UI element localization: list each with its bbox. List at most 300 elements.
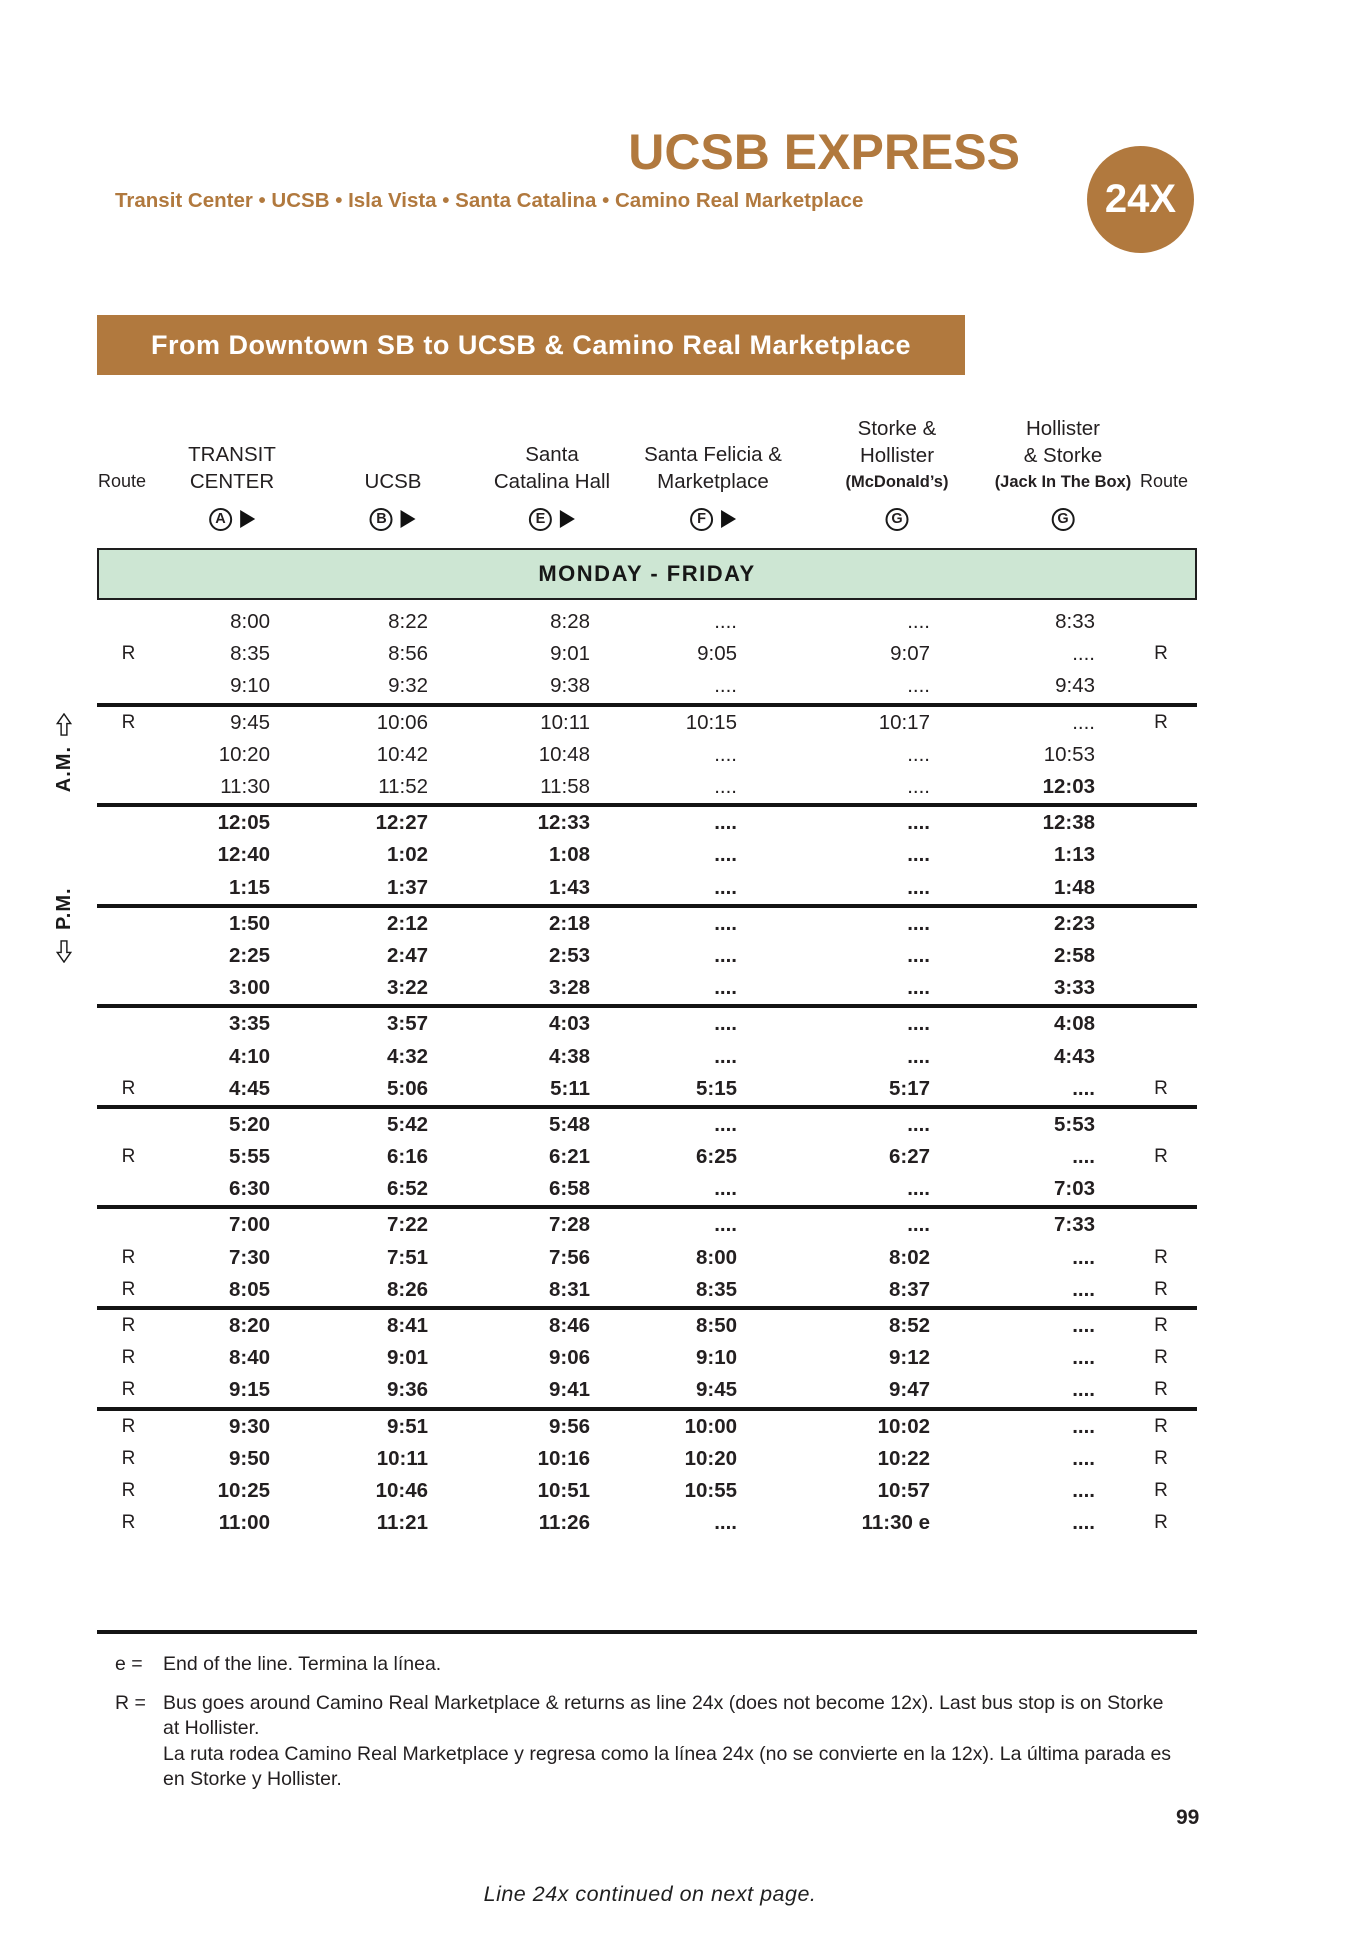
time-cell: 10:53 xyxy=(1043,742,1095,766)
time-cell: .... xyxy=(1072,1511,1095,1535)
time-cell: .... xyxy=(907,843,930,867)
time-cell: 12:05 xyxy=(217,811,270,835)
direction-arrow-icon xyxy=(401,510,416,528)
table-row xyxy=(97,1411,1197,1443)
time-cell: .... xyxy=(714,674,737,698)
time-cell: 10:51 xyxy=(537,1478,590,1502)
time-cell: 9:38 xyxy=(550,674,590,698)
time-cell: 12:27 xyxy=(375,811,428,835)
time-cell: 9:10 xyxy=(695,1346,737,1370)
time-cell: 9:50 xyxy=(228,1446,270,1470)
stop-column-header xyxy=(494,441,610,542)
route-flag-cell: R xyxy=(1154,643,1168,665)
time-cell: .... xyxy=(907,943,930,967)
time-cell: 9:15 xyxy=(228,1378,270,1402)
time-cell: 2:25 xyxy=(228,943,270,967)
time-cell: 9:30 xyxy=(228,1414,270,1438)
time-cell: 1:08 xyxy=(548,843,590,867)
stop-header-label: Santa Felicia & xyxy=(644,443,782,466)
time-cell: .... xyxy=(1072,1145,1095,1169)
pm-part xyxy=(53,887,76,963)
route-flag-cell: R xyxy=(121,1447,136,1469)
stop-header-label: & Storke xyxy=(1023,444,1103,467)
time-cell: .... xyxy=(714,610,737,634)
time-cell: 7:51 xyxy=(386,1245,428,1269)
time-cell: 6:21 xyxy=(548,1145,590,1169)
table-row xyxy=(97,1109,1197,1141)
time-cell: 5:11 xyxy=(550,1076,590,1100)
time-cell: 8:35 xyxy=(695,1277,737,1301)
time-cell: 4:08 xyxy=(1053,1012,1095,1036)
footnote xyxy=(115,1691,1205,1793)
time-cell: 11:30 xyxy=(220,775,270,799)
time-cell: 10:20 xyxy=(684,1446,737,1470)
time-cell: 2:18 xyxy=(548,911,590,935)
route-flag-cell: R xyxy=(1154,1512,1168,1534)
time-cell: 3:33 xyxy=(1053,976,1095,1000)
footnote-line: at Hollister. xyxy=(163,1717,260,1739)
table-row xyxy=(97,1242,1197,1274)
time-cell: .... xyxy=(714,811,737,835)
time-cell: .... xyxy=(714,911,737,935)
time-cell: 9:41 xyxy=(548,1378,590,1402)
stop-letter-row xyxy=(885,506,908,532)
table-row xyxy=(97,972,1197,1004)
route-flag-cell: R xyxy=(121,1315,136,1337)
pm-label: P.M. xyxy=(52,887,75,930)
time-cell: .... xyxy=(907,976,930,1000)
continued-note: Line 24x continued on next page. xyxy=(483,1882,817,1906)
time-cell: .... xyxy=(1072,1446,1095,1470)
time-cell: .... xyxy=(714,1112,737,1136)
time-cell: 9:45 xyxy=(230,710,270,734)
table-row xyxy=(97,940,1197,972)
time-cell: 6:25 xyxy=(695,1145,737,1169)
time-cell: 6:30 xyxy=(228,1177,270,1201)
stop-column-header xyxy=(365,468,422,542)
footnote-line: en Storke y Hollister. xyxy=(163,1768,342,1790)
time-cell: 8:46 xyxy=(548,1314,590,1338)
time-cell: 8:00 xyxy=(695,1245,737,1269)
footnote-symbol: e = xyxy=(115,1653,143,1675)
time-cell: 8:20 xyxy=(228,1314,270,1338)
route-flag-cell: R xyxy=(121,1415,136,1437)
time-cell: .... xyxy=(714,1177,737,1201)
stop-letter-row xyxy=(529,506,575,532)
footnote-text xyxy=(163,1652,1205,1678)
route-flag-cell: R xyxy=(1154,1347,1168,1369)
direction-arrow-icon xyxy=(240,510,255,528)
time-cell: 1:15 xyxy=(228,875,270,899)
am-up-arrow-icon xyxy=(56,713,72,736)
time-cell: 6:52 xyxy=(386,1177,428,1201)
time-cell: 10:06 xyxy=(376,710,428,734)
time-cell: .... xyxy=(907,811,930,835)
time-cell: .... xyxy=(1072,1478,1095,1502)
time-cell: .... xyxy=(907,875,930,899)
table-row xyxy=(97,1008,1197,1040)
time-cell: .... xyxy=(1072,1314,1095,1338)
time-cell: 4:10 xyxy=(228,1044,270,1068)
stop-column-header xyxy=(995,415,1132,542)
route-flag-cell: R xyxy=(1154,1479,1168,1501)
row-group xyxy=(97,1008,1197,1109)
table-row xyxy=(97,908,1197,940)
time-cell: 2:23 xyxy=(1053,911,1095,935)
time-cell: .... xyxy=(714,843,737,867)
time-cell: 8:35 xyxy=(230,642,270,666)
route-flag-cell: R xyxy=(121,1512,136,1534)
time-cell: 8:50 xyxy=(695,1314,737,1338)
route-flag-cell: R xyxy=(1154,1146,1168,1168)
time-cell: 8:26 xyxy=(386,1277,428,1301)
footnote-line: End of the line. Termina la línea. xyxy=(163,1653,442,1675)
table-row xyxy=(97,1274,1197,1306)
time-cell: 7:56 xyxy=(548,1245,590,1269)
table-row xyxy=(97,1141,1197,1173)
time-cell: 5:42 xyxy=(386,1112,428,1136)
time-cell: 10:11 xyxy=(376,1446,428,1470)
time-cell: 11:58 xyxy=(540,775,590,799)
time-cell: .... xyxy=(714,1511,737,1535)
direction-banner xyxy=(97,315,965,375)
time-cell: .... xyxy=(1072,642,1095,666)
row-group xyxy=(97,1411,1197,1540)
time-cell: 5:48 xyxy=(548,1112,590,1136)
time-cell: 10:17 xyxy=(878,710,930,734)
stop-header-sublabel: (Jack In The Box) xyxy=(994,473,1132,491)
table-row xyxy=(97,1310,1197,1342)
stop-column-header xyxy=(846,415,949,542)
route-column-header-right xyxy=(1140,468,1188,495)
time-cell: 8:52 xyxy=(888,1314,930,1338)
route-header-label: Route xyxy=(97,471,147,491)
time-cell: 10:46 xyxy=(375,1478,428,1502)
time-cell: 1:43 xyxy=(548,875,590,899)
route-flag-cell: R xyxy=(121,711,136,733)
time-cell: 9:56 xyxy=(548,1414,590,1438)
time-cell: 4:45 xyxy=(228,1076,270,1100)
time-cell: 8:41 xyxy=(386,1314,428,1338)
stop-letter-E-icon: E xyxy=(529,508,552,531)
route-flag-cell: R xyxy=(1154,1246,1168,1268)
route-flag-cell: R xyxy=(1154,1415,1168,1437)
table-row xyxy=(97,1173,1197,1205)
route-flag-cell: R xyxy=(121,1479,136,1501)
time-cell: .... xyxy=(907,742,930,766)
table-row xyxy=(97,1209,1197,1241)
stop-header-label: CENTER xyxy=(189,470,275,493)
time-cell: .... xyxy=(907,1177,930,1201)
time-cell: 5:55 xyxy=(228,1145,270,1169)
time-cell: .... xyxy=(1072,1346,1095,1370)
time-cell: 9:36 xyxy=(386,1378,428,1402)
time-cell: .... xyxy=(714,1044,737,1068)
time-cell: .... xyxy=(1072,1414,1095,1438)
footnotes xyxy=(115,1652,1205,1806)
page-title: UCSB EXPRESS xyxy=(628,124,1020,180)
stop-letter-A-icon: A xyxy=(209,508,232,531)
route-flag-cell: R xyxy=(121,1379,136,1401)
time-cell: .... xyxy=(1072,1378,1095,1402)
time-cell: 9:10 xyxy=(230,674,270,698)
route-24x-badge xyxy=(1087,146,1194,253)
route-header-label: Route xyxy=(1139,471,1189,491)
time-cell: 3:28 xyxy=(548,976,590,1000)
time-cell: 10:55 xyxy=(684,1478,737,1502)
time-cell: .... xyxy=(907,911,930,935)
time-cell: 5:17 xyxy=(888,1076,930,1100)
time-cell: 8:28 xyxy=(550,610,590,634)
time-cell: 1:48 xyxy=(1053,875,1095,899)
time-cell: 7:30 xyxy=(228,1245,270,1269)
time-cell: 1:50 xyxy=(228,911,270,935)
time-cell: .... xyxy=(714,1012,737,1036)
time-cell: 8:22 xyxy=(388,610,428,634)
time-cell: 12:40 xyxy=(217,843,270,867)
stop-letter-B-icon: B xyxy=(370,508,393,531)
time-cell: 9:45 xyxy=(695,1378,737,1402)
row-group xyxy=(97,908,1197,1009)
timetable-rows xyxy=(97,606,1197,1539)
table-row xyxy=(97,1073,1197,1105)
time-cell: 9:12 xyxy=(888,1346,930,1370)
time-cell: 8:56 xyxy=(388,642,428,666)
time-cell: 2:58 xyxy=(1053,943,1095,967)
time-cell: 1:13 xyxy=(1053,843,1095,867)
stop-column-header xyxy=(188,441,276,542)
time-cell: .... xyxy=(714,875,737,899)
route-flag-cell: R xyxy=(121,643,136,665)
table-row xyxy=(97,1507,1197,1539)
time-cell: 7:00 xyxy=(228,1213,270,1237)
time-cell: 8:31 xyxy=(548,1277,590,1301)
table-row xyxy=(97,606,1197,638)
time-cell: 8:02 xyxy=(888,1245,930,1269)
route-flag-cell: R xyxy=(1154,1278,1168,1300)
row-group xyxy=(97,807,1197,908)
time-cell: 10:11 xyxy=(540,710,590,734)
time-cell: 10:00 xyxy=(684,1414,737,1438)
route-flag-cell: R xyxy=(1154,711,1168,733)
time-cell: 5:06 xyxy=(386,1076,428,1100)
direction-arrow-icon xyxy=(560,510,575,528)
time-cell: .... xyxy=(907,674,930,698)
time-cell: 8:40 xyxy=(228,1346,270,1370)
stop-header-label: Marketplace xyxy=(657,470,769,493)
time-cell: 9:01 xyxy=(550,642,590,666)
time-cell: 3:57 xyxy=(386,1012,428,1036)
stop-letter-row xyxy=(1052,506,1075,532)
stop-header-label: Catalina Hall xyxy=(493,470,611,493)
route-flag-cell: R xyxy=(1154,1315,1168,1337)
time-cell: .... xyxy=(714,1213,737,1237)
service-days-label: MONDAY - FRIDAY xyxy=(538,561,756,586)
stop-header-label: Hollister xyxy=(859,444,935,467)
time-cell: 6:27 xyxy=(888,1145,930,1169)
time-cell: 8:00 xyxy=(230,610,270,634)
table-row xyxy=(97,739,1197,771)
row-group xyxy=(97,1209,1197,1310)
time-cell: 7:03 xyxy=(1053,1177,1095,1201)
route-flag-cell: R xyxy=(1154,1077,1168,1099)
time-cell: .... xyxy=(907,1044,930,1068)
table-row xyxy=(97,638,1197,670)
time-cell: 4:03 xyxy=(548,1012,590,1036)
time-cell: .... xyxy=(714,775,737,799)
time-cell: 9:06 xyxy=(548,1346,590,1370)
route-flag-cell: R xyxy=(121,1077,136,1099)
time-cell: 3:35 xyxy=(228,1012,270,1036)
time-cell: 12:03 xyxy=(1042,775,1095,799)
stop-letter-row xyxy=(690,506,736,532)
route-column-header-left xyxy=(98,468,146,495)
route-stops-subtitle: Transit Center • UCSB • Isla Vista • Santa Catalina • Camino Real Marketplace xyxy=(115,189,864,212)
route-flag-cell: R xyxy=(121,1146,136,1168)
stop-header-label: Storke & xyxy=(857,417,937,440)
route-flag-cell: R xyxy=(1154,1447,1168,1469)
time-cell: 9:43 xyxy=(1055,674,1095,698)
stop-header-sublabel: (McDonald’s) xyxy=(845,473,949,491)
time-cell: .... xyxy=(907,610,930,634)
time-cell: 11:52 xyxy=(378,775,428,799)
time-cell: 7:28 xyxy=(548,1213,590,1237)
table-row xyxy=(97,1040,1197,1072)
table-row xyxy=(97,1475,1197,1507)
stop-letter-G-icon: G xyxy=(1052,508,1075,531)
table-row xyxy=(97,707,1197,739)
row-group xyxy=(97,606,1197,707)
time-cell: 11:26 xyxy=(538,1511,590,1535)
stop-letter-F-icon: F xyxy=(690,508,713,531)
time-cell: .... xyxy=(907,775,930,799)
time-cell: 7:22 xyxy=(386,1213,428,1237)
route-badge-label: 24X xyxy=(1104,177,1177,221)
table-row xyxy=(97,839,1197,871)
time-cell: 11:00 xyxy=(218,1511,270,1535)
time-cell: .... xyxy=(714,943,737,967)
direction-arrow-icon xyxy=(721,510,736,528)
time-cell: .... xyxy=(1072,1245,1095,1269)
time-cell: 1:37 xyxy=(386,875,428,899)
stop-header-label: UCSB xyxy=(364,470,422,493)
time-cell: 4:43 xyxy=(1053,1044,1095,1068)
time-cell: 10:25 xyxy=(217,1478,270,1502)
time-cell: .... xyxy=(1072,710,1095,734)
time-cell: 10:48 xyxy=(538,742,590,766)
time-cell: 9:51 xyxy=(386,1414,428,1438)
page-number: 99 xyxy=(1176,1806,1200,1829)
time-cell: 8:05 xyxy=(228,1277,270,1301)
time-cell: 9:01 xyxy=(386,1346,428,1370)
table-row xyxy=(97,1342,1197,1374)
stop-header-label: Hollister xyxy=(1025,417,1101,440)
route-flag-cell: R xyxy=(121,1246,136,1268)
time-cell: .... xyxy=(714,742,737,766)
footnote xyxy=(115,1652,1205,1678)
route-flag-cell: R xyxy=(1154,1379,1168,1401)
time-cell: 4:32 xyxy=(386,1044,428,1068)
am-pm-indicator xyxy=(51,713,77,963)
table-row xyxy=(97,771,1197,803)
table-row xyxy=(97,1374,1197,1406)
footnote-symbol: R = xyxy=(115,1691,146,1714)
stop-letter-row xyxy=(209,506,255,532)
time-cell: .... xyxy=(907,1213,930,1237)
table-row xyxy=(97,807,1197,839)
time-cell: 10:57 xyxy=(877,1478,930,1502)
route-flag-cell: R xyxy=(121,1278,136,1300)
time-cell: 5:20 xyxy=(228,1112,270,1136)
stop-letter-G-icon: G xyxy=(885,508,908,531)
row-group xyxy=(97,1310,1197,1411)
time-cell: 4:38 xyxy=(548,1044,590,1068)
pm-down-arrow-icon xyxy=(56,940,72,963)
time-cell: 9:47 xyxy=(888,1378,930,1402)
table-row xyxy=(97,670,1197,702)
time-cell: 2:47 xyxy=(386,943,428,967)
footnote-text xyxy=(163,1691,1205,1793)
am-label: A.M. xyxy=(52,746,75,793)
time-cell: 8:37 xyxy=(888,1277,930,1301)
time-cell: 10:42 xyxy=(376,742,428,766)
time-cell: 10:22 xyxy=(877,1446,930,1470)
time-cell: 8:33 xyxy=(1055,610,1095,634)
row-group xyxy=(97,1109,1197,1210)
time-cell: .... xyxy=(1072,1076,1095,1100)
direction-banner-label: From Downtown SB to UCSB & Camino Real Marketplace xyxy=(150,329,912,360)
time-cell: 6:58 xyxy=(548,1177,590,1201)
time-cell: 5:15 xyxy=(695,1076,737,1100)
time-cell: 11:21 xyxy=(376,1511,428,1535)
table-row xyxy=(97,872,1197,904)
row-group xyxy=(97,707,1197,808)
route-flag-cell: R xyxy=(121,1347,136,1369)
time-cell: 11:30 e xyxy=(861,1511,930,1535)
am-part xyxy=(53,713,76,792)
stop-header-label: TRANSIT xyxy=(188,443,276,466)
time-cell: 10:16 xyxy=(537,1446,590,1470)
stop-letter-row xyxy=(370,506,416,532)
time-cell: .... xyxy=(714,976,737,1000)
time-cell: 9:05 xyxy=(697,642,737,666)
time-cell: 12:33 xyxy=(537,811,590,835)
time-cell: 2:12 xyxy=(386,911,428,935)
time-cell: .... xyxy=(1072,1277,1095,1301)
time-cell: 3:22 xyxy=(386,976,428,1000)
time-cell: 7:33 xyxy=(1053,1213,1095,1237)
time-cell: .... xyxy=(907,1112,930,1136)
column-headers xyxy=(0,388,1350,542)
stop-header-label: Santa xyxy=(525,443,579,466)
footnote-divider xyxy=(97,1630,1197,1634)
time-cell: 12:38 xyxy=(1042,811,1095,835)
footnote-line: Bus goes around Camino Real Marketplace & returns as line 24x (does not become 12x). Last bus stop is on Storke xyxy=(163,1691,1164,1714)
time-cell: 9:32 xyxy=(388,674,428,698)
time-cell: 3:00 xyxy=(228,976,270,1000)
time-cell: 5:53 xyxy=(1053,1112,1095,1136)
time-cell: 6:16 xyxy=(386,1145,428,1169)
stop-column-header xyxy=(644,441,782,542)
service-days-banner xyxy=(97,548,1197,600)
footnote-line: La ruta rodea Camino Real Marketplace y regresa como la línea 24x (no se convierte en la 12x). La última parada es xyxy=(163,1742,1172,1765)
time-cell: 9:07 xyxy=(890,642,930,666)
time-cell: 2:53 xyxy=(548,943,590,967)
time-cell: 10:02 xyxy=(877,1414,930,1438)
time-cell: 1:02 xyxy=(386,843,428,867)
time-cell: 10:15 xyxy=(685,710,737,734)
time-cell: .... xyxy=(907,1012,930,1036)
